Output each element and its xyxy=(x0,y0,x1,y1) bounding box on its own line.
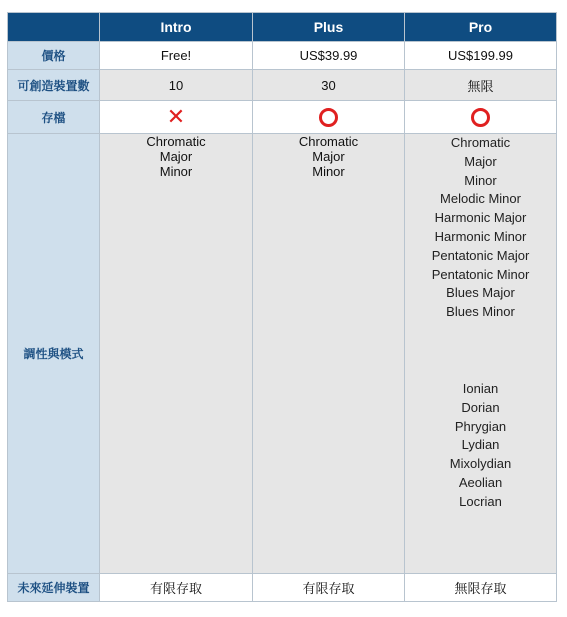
mode-item: Minor xyxy=(159,164,193,179)
cross-icon: ✕ xyxy=(166,104,186,129)
row-label-devices: 可創造裝置數 xyxy=(8,70,100,101)
mode-item: Chromatic xyxy=(298,134,359,149)
mode-item: Major xyxy=(159,149,193,164)
mode-item: Harmonic Major xyxy=(434,210,527,226)
modes-plus-list xyxy=(253,134,404,179)
modes-plus xyxy=(253,134,405,574)
row-label-price: 價格 xyxy=(8,42,100,70)
circle-icon xyxy=(319,108,338,127)
price-pro: US$199.99 xyxy=(405,42,557,70)
modes-pro-spacer xyxy=(405,322,556,380)
future-intro: 有限存取 xyxy=(100,574,253,602)
header-corner xyxy=(8,13,100,42)
save-plus xyxy=(253,101,405,134)
mode-item: Locrian xyxy=(459,493,502,509)
mode-item: Minor xyxy=(464,172,497,188)
circle-icon xyxy=(471,108,490,127)
save-pro xyxy=(405,101,557,134)
mode-item: Chromatic xyxy=(450,135,511,150)
column-header-pro: Pro xyxy=(405,13,557,42)
column-header-intro: Intro xyxy=(100,13,253,42)
column-header-plus: Plus xyxy=(253,13,405,42)
mode-item: Blues Minor xyxy=(446,304,515,320)
modes-pro xyxy=(405,134,557,574)
comparison-table xyxy=(7,12,557,602)
mode-item: Pentatonic Minor xyxy=(431,266,530,282)
future-plus: 有限存取 xyxy=(253,574,405,602)
mode-item: Ionian xyxy=(462,380,499,396)
price-intro: Free! xyxy=(100,42,253,70)
mode-item: Major xyxy=(464,153,497,169)
future-row xyxy=(8,574,557,602)
save-row xyxy=(8,101,557,134)
mode-item: Melodic Minor xyxy=(440,191,521,207)
row-label-modes: 調性與模式 xyxy=(8,134,100,574)
mode-item: Dorian xyxy=(461,399,500,415)
mode-item: Pentatonic Major xyxy=(431,247,530,263)
devices-row xyxy=(8,70,557,101)
mode-item: Chromatic xyxy=(146,134,206,149)
modes-row xyxy=(8,134,557,574)
modes-intro xyxy=(100,134,253,574)
devices-intro: 10 xyxy=(100,70,253,101)
mode-item: Blues Major xyxy=(446,285,515,301)
mode-item: Harmonic Minor xyxy=(434,228,527,244)
modes-pro-scales-list xyxy=(405,134,556,322)
row-label-save: 存檔 xyxy=(8,101,100,134)
mode-item: Lydian xyxy=(461,437,500,453)
devices-pro: 無限 xyxy=(405,70,557,101)
mode-item: Phrygian xyxy=(454,418,507,434)
modes-intro-list xyxy=(100,134,252,179)
header-row xyxy=(8,13,557,42)
mode-item: Mixolydian xyxy=(449,456,512,472)
mode-item: Aeolian xyxy=(458,474,503,490)
modes-pro-modes-list xyxy=(405,380,556,512)
save-intro xyxy=(100,101,253,134)
mode-item: Minor xyxy=(312,164,345,179)
future-pro: 無限存取 xyxy=(405,574,557,602)
mode-item: Major xyxy=(312,149,345,164)
devices-plus: 30 xyxy=(253,70,405,101)
price-plus: US$39.99 xyxy=(253,42,405,70)
price-row xyxy=(8,42,557,70)
row-label-future: 未來延伸裝置 xyxy=(8,574,100,602)
